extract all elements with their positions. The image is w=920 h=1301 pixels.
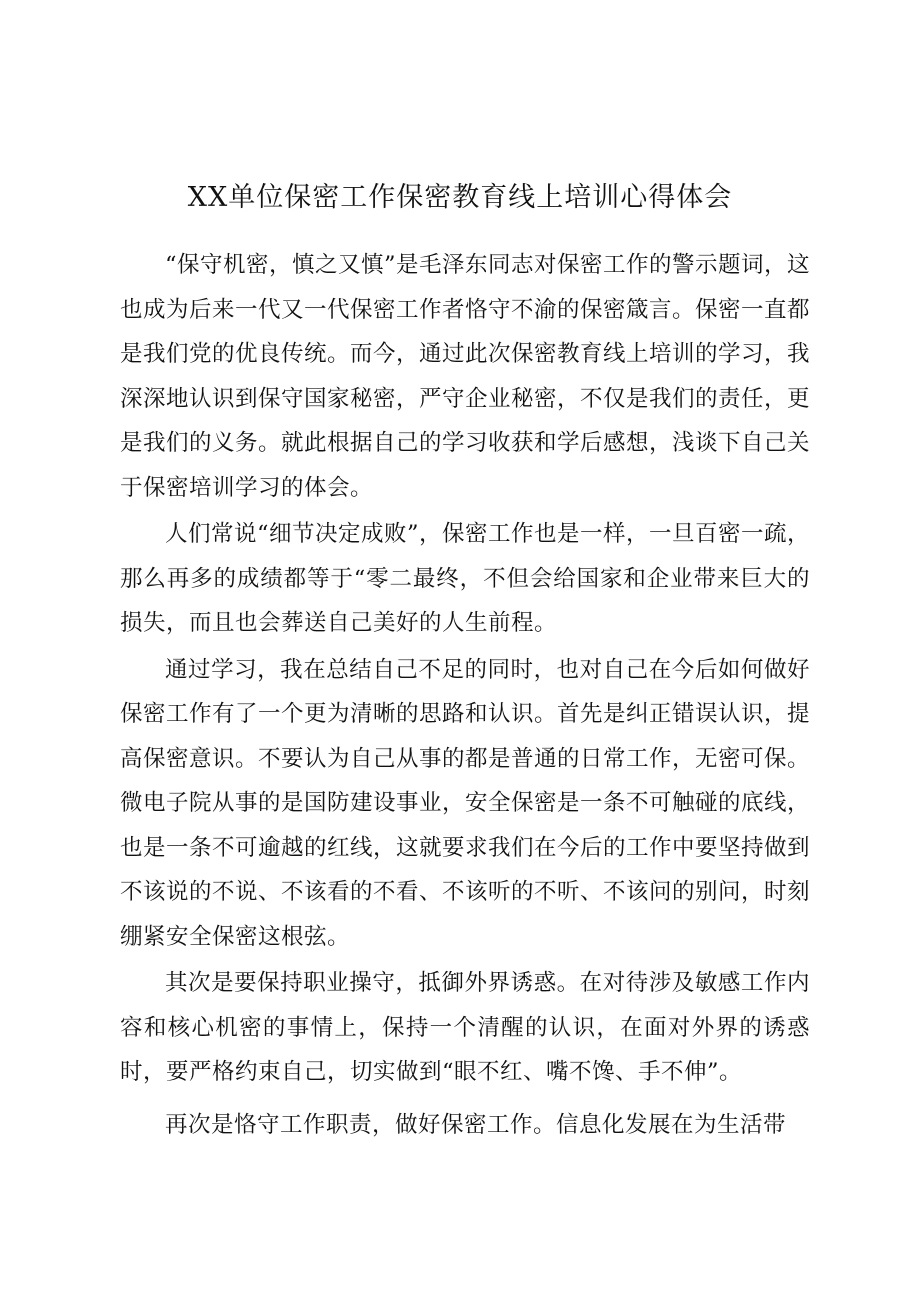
paragraph-5: 再次是恪守工作职责，做好保密工作。信息化发展在为生活带 bbox=[165, 1111, 787, 1138]
document-title: XX单位保密工作保密教育线上培训心得体会 bbox=[187, 182, 733, 213]
paragraph-1: “保守机密，慎之又慎”是毛泽东同志对保密工作的警示题词，这也成为后来一代又一代保密工作者恪守不渝的保密箴言。保密一直都是我们党的优良传统。而今，通过此次保密教育线上培训的学习，我深深地认识到保守国家秘密，严守企业秘密，不仅是我们的责任，更是我们的义务。就此根据自己的学习收获和学后感想，浅谈下自己关于保密培训学习的体会。 bbox=[120, 252, 811, 501]
paragraph-2: 人们常说“细节决定成败”，保密工作也是一样，一旦百密一疏，那么再多的成绩都等于“零二最终，不但会给国家和企业带来巨大的损失，而且也会葬送自己美好的人生前程。 bbox=[120, 521, 811, 636]
paragraph-4: 其次是要保持职业操守，抵御外界诱惑。在对待涉及敏感工作内容和核心机密的事情上，保持一个清醒的认识，在面对外界的诱惑时，要严格约束自己，切实做到“眼不红、嘴不馋、手不伸”。 bbox=[120, 970, 810, 1085]
document-body bbox=[120, 243, 810, 1149]
paragraph-3: 通过学习，我在总结自己不足的同时，也对自己在今后如何做好保密工作有了一个更为清晰的思路和认识。首先是纠正错误认识，提高保密意识。不要认为自己从事的都是普通的日常工作，无密可保。微电子院从事的是国防建设事业，安全保密是一条不可触碰的底线，也是一条不可逾越的红线，这就要求我们在今后的工作中要坚持做到不该说的不说、不该看的不看、不该听的不听、不该问的别问，时刻绷紧安全保密这根弦。 bbox=[120, 656, 811, 950]
